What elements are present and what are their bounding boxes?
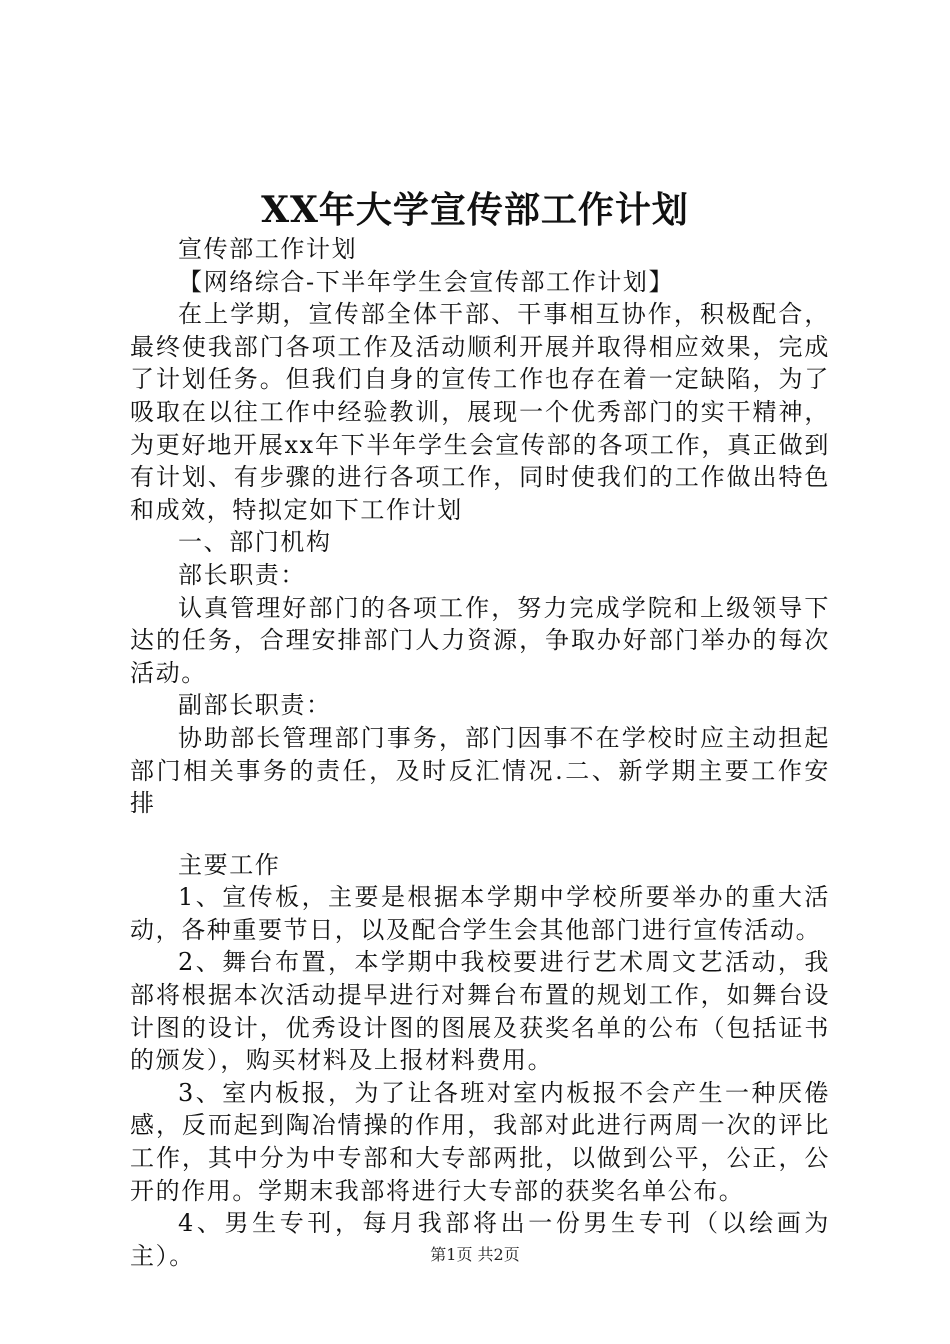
paragraph-intro: 在上学期，宣传部全体干部、干事相互协作，积极配合，最终使我部门各项工作及活动顺利开展并取得相应效果，完成了计划任务。但我们自身的宣传工作也存在着一定缺陷，为了吸取在以往工作中经验教训，展现一个优秀部门的实干精神，为更好地开展xx年下半年学生会宣传部的各项工作，真正做到有计划、有步骤的进行各项工作，同时使我们的工作做出特色和成效，特拟定如下工作计划: [130, 300, 830, 524]
subheading-minister-duties: 部长职责：: [178, 560, 306, 589]
subheading-main-work: 主要工作: [178, 850, 281, 879]
paragraph-heading: 宣传部工作计划: [178, 235, 358, 263]
subheading-vice-minister-duties: 副部长职责：: [178, 691, 332, 720]
paragraph-minister-duties: 认真管理好部门的各项工作，努力完成学院和上级领导下达的任务，合理安排部门人力资源，争取办好部门举办的每次活动。: [130, 593, 830, 687]
document-title: XX年大学宣传部工作计划: [261, 189, 689, 231]
page-footer: 第1页 共2页: [430, 1245, 520, 1264]
paragraph-vice-minister-duties: 协助部长管理部门事务，部门因事不在学校时应主动担起部门相关事务的责任，及时反汇情况.二、新学期主要工作安排: [130, 723, 830, 818]
paragraph-source: 【网络综合-下半年学生会宣传部工作计划】: [178, 267, 675, 296]
section-heading-organization: 一、部门机构: [178, 528, 332, 557]
list-item: 3、室内板报，为了让各班对室内板报不会产生一种厌倦感，反而起到陶冶情操的作用，我部对此进行两周一次的评比工作，其中分为中专部和大专部两批，以做到公平，公正，公开的作用。学期末我部将进行大专部的获奖名单公布。: [130, 1078, 830, 1205]
list-item: 4、男生专刊，每月我部将出一份男生专刊（以绘画为主）。: [130, 1209, 830, 1270]
list-item: 2、舞台布置，本学期中我校要进行艺术周文艺活动，我部将根据本次活动提早进行对舞台布置的规划工作，如舞台设计图的设计，优秀设计图的图展及获奖名单的公布（包括证书的颁发），购买材料及上报材料费用。: [130, 948, 830, 1075]
document-body: [130, 233, 830, 1272]
list-item: 1、宣传板，主要是根据本学期中学校所要举办的重大活动，各种重要节日，以及配合学生会其他部门进行宣传活动。: [130, 883, 830, 944]
